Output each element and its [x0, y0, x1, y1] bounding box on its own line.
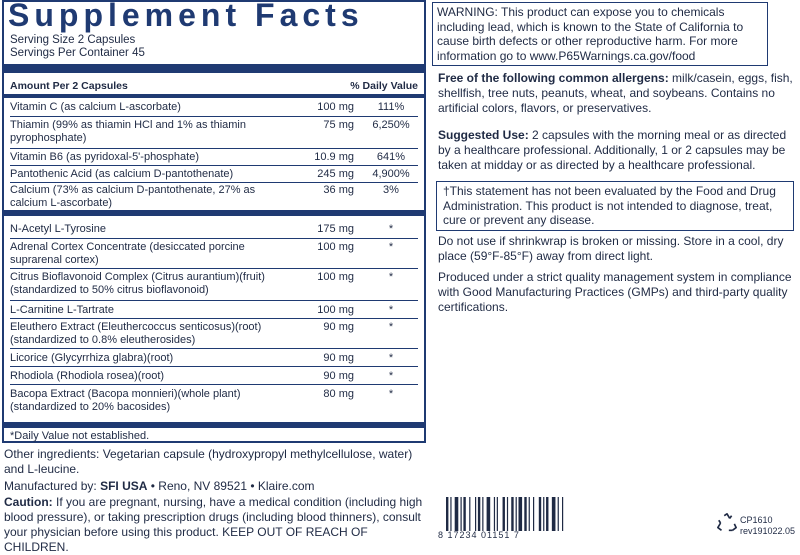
ingredient-name: N-Acetyl L-Tyrosine — [10, 223, 106, 235]
suggested-use-body: 2 capsules with the morning meal or as directed by a healthcare professional. Additionally, 1 or 2 capsules may be taken at midday or as directed by a healthcare professional. — [438, 128, 787, 172]
barcode — [446, 497, 606, 531]
table-row — [10, 388, 418, 414]
ingredient-dv: * — [388, 241, 394, 253]
barcode-bar — [482, 497, 483, 531]
serving-size: Serving Size 2 Capsules — [10, 34, 136, 46]
thick-rule — [4, 210, 424, 216]
caution-body: If you are pregnant, nursing, have a medical condition (including high blood pressure), or taking prescription drugs (including blood thinners), consult your physician before using this product. KEEP OUT OF REACH OF CHILDREN. — [4, 495, 423, 554]
nutrient-dv: 3% — [383, 184, 399, 196]
medium-rule — [4, 94, 424, 98]
product-code — [740, 515, 795, 537]
ingredient-dv: * — [388, 223, 394, 235]
row-divider — [10, 300, 418, 301]
table-row — [10, 101, 418, 114]
nutrient-name: Calcium (73% as calcium D-pantothenate, 27% as calcium L-ascorbate) — [10, 184, 256, 209]
barcode-bar — [511, 497, 513, 531]
barcode-bar — [475, 497, 476, 531]
row-divider — [10, 348, 418, 349]
thick-rule — [4, 64, 424, 73]
recycle-icon — [716, 512, 738, 534]
nutrient-amount: 10.9 mg — [314, 151, 354, 163]
barcode-bar — [455, 497, 459, 531]
nutrient-dv: 6,250% — [372, 119, 410, 131]
barcode-bar — [552, 497, 556, 531]
barcode-bar — [469, 497, 470, 531]
nutrient-name: Vitamin C (as calcium L-ascorbate) — [10, 101, 181, 113]
facts-title: Supplement Facts — [8, 0, 364, 33]
row-divider — [10, 116, 418, 117]
ingredient-dv: * — [388, 271, 394, 283]
nutrient-name: Vitamin B6 (as pyridoxal-5'-phosphate) — [10, 151, 199, 163]
barcode-bar — [562, 497, 563, 531]
header-amount: Amount Per 2 Capsules — [10, 80, 128, 92]
ingredient-dv: * — [388, 321, 394, 333]
nutrient-amount: 245 mg — [317, 168, 354, 180]
nutrient-dv: 111% — [377, 101, 405, 113]
ingredient-dv: * — [388, 352, 394, 364]
ingredient-name: Adrenal Cortex Concentrate (desiccated porcine suprarenal cortex) — [10, 241, 245, 266]
barcode-bar — [533, 497, 534, 531]
allergen-statement — [438, 71, 794, 116]
barcode-bar — [450, 497, 451, 531]
barcode-bar — [497, 497, 498, 531]
table-row — [10, 119, 418, 145]
nutrient-name: Thiamin (99% as thiamin HCl and 1% as thiamin pyrophosphate) — [10, 119, 246, 144]
barcode-bar — [543, 497, 544, 531]
header-daily-value: % Daily Value — [350, 80, 418, 92]
column-header — [10, 80, 418, 94]
barcode-bar — [461, 497, 462, 531]
barcode-bar — [546, 497, 548, 531]
barcode-bar — [558, 497, 559, 531]
barcode-digits: 8 17234 01151 7 — [438, 530, 520, 540]
ingredient-name: Licorice (Glycyrrhiza glabra)(root) — [10, 352, 174, 364]
suggested-use — [438, 128, 794, 173]
nutrient-amount: 36 mg — [323, 184, 354, 196]
table-row — [10, 184, 418, 210]
manufacturer-line — [4, 479, 424, 494]
ingredient-amount: 100 mg — [317, 241, 354, 253]
ingredient-name: Bacopa Extract (Bacopa monnieri)(whole plant) (standardized to 20% bacosides) — [10, 388, 241, 413]
ingredient-dv: * — [388, 388, 394, 400]
barcode-bar — [516, 497, 517, 531]
table-row — [10, 168, 418, 181]
row-divider — [10, 165, 418, 166]
ingredient-amount: 90 mg — [323, 370, 354, 382]
barcode-bar — [487, 497, 491, 531]
nutrient-dv: 4,900% — [372, 168, 410, 180]
prop65-warning: WARNING: This product can expose you to chemicals including lead, which is known to the State of California to cause birth defects or other reproductive harm. For more information go to www.P65Warnings.ca.gov/food — [432, 2, 768, 66]
allergen-label: Free of the following common allergens: — [438, 71, 669, 85]
barcode-bar — [529, 497, 530, 531]
gmp-statement: Produced under a strict quality management system in compliance with Good Manufacturing Practices (GMPs) and third-party quality certifications. — [438, 270, 792, 314]
row-divider — [10, 384, 418, 385]
suggested-use-label: Suggested Use: — [438, 128, 529, 142]
nutrient-amount: 100 mg — [317, 101, 354, 113]
daily-value-note: *Daily Value not established. — [10, 430, 150, 442]
table-row — [10, 271, 418, 297]
ingredient-name: Rhodiola (Rhodiola rosea)(root) — [10, 370, 165, 382]
thick-rule — [4, 422, 424, 428]
row-divider — [10, 268, 418, 269]
barcode-bar — [478, 497, 480, 531]
ingredient-amount: 80 mg — [323, 388, 354, 400]
ingredient-name: L-Carnitine L-Tartrate — [10, 304, 114, 316]
ingredient-name: Eleuthero Extract (Eleuthercoccus senticosus)(root) (standardized to 0.8% eleutherosides) — [10, 321, 262, 346]
ingredient-amount: 100 mg — [317, 304, 354, 316]
manufactured-prefix: Manufactured by: — [4, 479, 101, 493]
table-row — [10, 241, 418, 267]
other-ingredients: Other ingredients: Vegetarian capsule (hydroxypropyl methylcellulose, water) and L-leucine. — [4, 447, 413, 476]
ingredient-amount: 100 mg — [317, 271, 354, 283]
barcode-bar — [539, 497, 541, 531]
serving-info — [10, 34, 145, 60]
storage-instructions: Do not use if shrinkwrap is broken or missing. Store in a cool, dry place (59°F-85°F) away from direct light. — [438, 234, 784, 263]
barcode-bar — [503, 497, 505, 531]
ingredient-amount: 90 mg — [323, 321, 354, 333]
servings-per-container: Servings Per Container 45 — [10, 47, 145, 59]
row-divider — [10, 182, 418, 183]
nutrient-dv: 641% — [376, 151, 406, 163]
barcode-bar — [507, 497, 508, 531]
table-row — [10, 151, 418, 164]
row-divider — [10, 318, 418, 319]
barcode-bar — [494, 497, 495, 531]
ingredient-dv: * — [388, 370, 394, 382]
table-row — [10, 304, 418, 317]
ingredient-amount: 90 mg — [323, 352, 354, 364]
row-divider — [10, 148, 418, 149]
manufacturer-name: SFI USA — [100, 479, 148, 493]
barcode-bar — [446, 497, 448, 531]
row-divider — [10, 238, 418, 239]
table-row — [10, 321, 418, 347]
supplement-facts-panel — [2, 0, 426, 443]
table-row — [10, 370, 418, 383]
barcode-bar — [524, 497, 526, 531]
nutrient-name: Pantothenic Acid (as calcium D-pantothenate) — [10, 168, 234, 180]
table-row — [10, 352, 418, 365]
caution-label: Caution: — [4, 495, 53, 509]
revision-code: rev191022.05 — [740, 526, 796, 536]
allergen-body: milk/casein, eggs, fish, shellfish, tree nuts, peanuts, wheat, and soybeans. Contains no artificial colors, flavors, or preservatives. — [438, 71, 793, 115]
row-divider — [10, 366, 418, 367]
barcode-bar — [519, 497, 523, 531]
barcode-bar — [463, 497, 465, 531]
ingredient-amount: 175 mg — [317, 223, 354, 235]
manufacturer-address: • Reno, NV 89521 • Klaire.com — [147, 479, 315, 493]
ingredient-dv: * — [388, 304, 394, 316]
fda-statement: †This statement has not been evaluated by the Food and Drug Administration. This product is not intended to diagnose, treat, cure or prevent any disease. — [436, 181, 794, 231]
ingredient-name: Citrus Bioflavonoid Complex (Citrus aurantium)(fruit) (standardized to 50% citrus bioflavonoid) — [10, 271, 265, 296]
product-code-line1: CP1610 — [740, 515, 773, 525]
table-row — [10, 223, 418, 236]
nutrient-amount: 75 mg — [323, 119, 354, 131]
caution-text — [4, 495, 428, 555]
